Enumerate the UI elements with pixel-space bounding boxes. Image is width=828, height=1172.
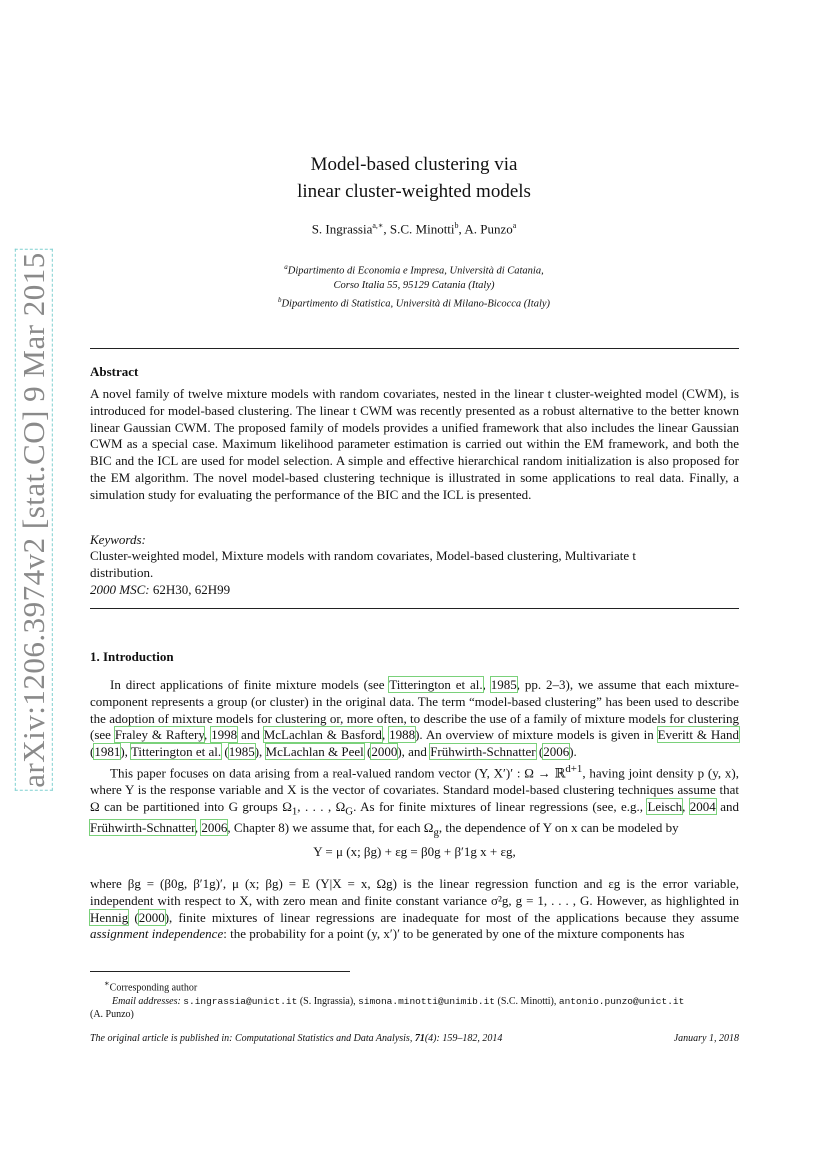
- arxiv-stamp: [14, 252, 54, 788]
- text-run: (: [363, 744, 372, 760]
- publication-note: [90, 1033, 502, 1044]
- text-run: and: [237, 727, 264, 743]
- affil-a-line-1: Dipartimento di Economia e Impresa, Università di Catania,: [287, 265, 544, 277]
- text-run: , Chapter 8) we assume that, for each Ω: [227, 820, 434, 836]
- msc-label: 2000 MSC:: [90, 582, 150, 597]
- text-run: , the dependence of Y on x can be modeled by: [438, 820, 679, 836]
- text-run: : the probability for a point (y, x′)′ to be generated by one of the mixture components has: [223, 926, 685, 942]
- footnote: [90, 977, 739, 1022]
- abstract-heading: Abstract: [90, 364, 139, 379]
- bottom-rule: [90, 608, 739, 609]
- citation-link[interactable]: McLachlan & Peel: [265, 744, 364, 760]
- text-run: ). An overview of mixture models is given in: [415, 727, 658, 743]
- author-3-sup: a: [512, 221, 517, 230]
- affil-a-line-2: Corso Italia 55, 95129 Catania (Italy): [333, 279, 495, 291]
- affil-b-sup: b: [277, 295, 282, 304]
- citation-link[interactable]: 1988: [389, 727, 416, 743]
- citation-link[interactable]: Titterington et al.: [389, 677, 483, 692]
- citation-link[interactable]: Frühwirth-Schnatter: [90, 820, 195, 836]
- text-run: ,: [194, 820, 202, 836]
- email-name-2: (S.C. Minotti),: [497, 995, 557, 1007]
- citation-link[interactable]: Fraley & Raftery: [114, 727, 205, 743]
- text-run: . As for finite mixtures of linear regressions (see, e.g.,: [353, 798, 648, 814]
- text-run: ,: [482, 677, 491, 692]
- top-rule: [90, 348, 739, 349]
- citation-link[interactable]: 2006: [543, 744, 570, 760]
- citation-link[interactable]: 1981: [94, 744, 121, 760]
- citation-link[interactable]: Everitt & Hand: [657, 727, 739, 743]
- text-run: (: [128, 909, 139, 925]
- footnote-star: ∗: [104, 979, 110, 988]
- text-run: ),: [120, 744, 131, 760]
- email-name-1: (S. Ingrassia),: [299, 995, 356, 1007]
- paper-title: [214, 151, 614, 205]
- citation-link[interactable]: Titterington et al.: [130, 744, 222, 760]
- affil-b-line-1: Dipartimento di Statistica, Università di Milano-Bicocca (Italy): [281, 298, 551, 309]
- text-run: ,: [682, 798, 690, 814]
- citation-link[interactable]: 2000: [371, 744, 398, 760]
- text-run: ), and: [397, 744, 431, 760]
- text-run: ,: [381, 727, 390, 743]
- citation-link[interactable]: 1985: [228, 744, 255, 760]
- text-run: ),: [254, 744, 266, 760]
- msc-line: [90, 582, 230, 598]
- volume-number: 71: [414, 1033, 425, 1044]
- text-run: , having joint density p (y, x), where Y is the response variable and X is the vector of covariates. Standard model-based clustering techniques assume that Ω can be partitioned into G groups Ω: [90, 765, 740, 814]
- author-1-sup: a,∗: [372, 221, 384, 230]
- affil-a-sup: a: [284, 263, 288, 271]
- subscript: 1: [291, 805, 298, 818]
- citation-link[interactable]: Frühwirth-Schnatter: [430, 744, 536, 760]
- text-run: where βg = (β0g, β′1g)′, μ (x; βg) = E (Y|X = x, Ωg) is the linear regression function and εg is the error variable, independent with respect to X, with zero mean and finite constant variance σ²g, g = 1, . . . , G. However, as highlighted in: [90, 876, 739, 908]
- text-run: (4): 159–182, 2014: [424, 1033, 503, 1044]
- intro-paragraph-3: [90, 876, 739, 943]
- citation-link[interactable]: Hennig: [90, 909, 129, 925]
- section-heading-introduction: 1. Introduction: [90, 649, 174, 664]
- superscript: d+1: [565, 763, 583, 775]
- text-run: and: [715, 798, 739, 814]
- text-run: (: [90, 744, 95, 760]
- text-run: ), finite mixtures of linear regressions are inadequate for most of the applications because they assume: [164, 909, 739, 925]
- email-link-1[interactable]: s.ingrassia@unict.it: [183, 995, 298, 1007]
- keywords-text: Cluster-weighted model, Mixture models with random covariates, Model-based clustering, Multivariate t distribution.: [90, 548, 636, 580]
- email-label: Email addresses:: [112, 995, 181, 1007]
- footnote-rule: [90, 971, 350, 972]
- author-2: S.C. Minotti: [389, 221, 455, 237]
- email-link-2[interactable]: simona.minotti@unimib.it: [358, 995, 495, 1007]
- author-2-sup: b: [454, 221, 459, 230]
- author-list: S. Ingrassia$^{a,∗}$, S.C. Minotti$^b$, A. Punzo$^a$: [311, 221, 517, 237]
- abstract-text: A novel family of twelve mixture models with random covariates, nested in the linear t cluster-weighted model (CWM), is introduced for model-based clustering. The linear t CWM was recently presented as a robust alternative to the better known linear Gaussian CWM. The proposed family of models provides a unified framework that also includes the linear Gaussian CWM as a special case. Maximum likelihood parameter estimation is carried out within the EM framework, and both the BIC and the ICL are used for model selection. A simple and effective hierarchical random initialization is also proposed for the EM algorithm. The novel model-based clustering technique is illustrated in some applications to real data. Finally, a simulation study for evaluating the performance of the BIC and the ICL is presented.: [90, 386, 739, 502]
- regression-equation: Y = μ (x; βg) + εg = β0g + β′1g x + εg,: [313, 844, 516, 859]
- citation-link[interactable]: 2004: [689, 798, 716, 814]
- text-run: The original article is published in: Computational Statistics and Data Analysis,: [90, 1033, 415, 1044]
- corresponding-author: Corresponding author: [109, 982, 198, 994]
- text-run: ,: [204, 727, 212, 743]
- arxiv-id[interactable]: arXiv:1206.3974v2 [stat.CO] 9 Mar 2015: [16, 252, 52, 788]
- intro-paragraph-1: [90, 677, 739, 761]
- keywords-heading: Keywords:: [90, 532, 146, 547]
- affiliations: [214, 260, 614, 311]
- text-run: , pp. 2–3), we assume that each mixture-component represents a group (or cluster) in the original data. The term “model-based clustering” has been used to describe the adoption of mixture models for clustering or, more often, to describe the use of a family of mixture models for clustering (see: [90, 677, 740, 743]
- author-3: A. Punzo: [464, 221, 513, 237]
- subscript: g: [433, 826, 439, 839]
- emphasis: assignment independence: [90, 926, 224, 942]
- text-run: (: [221, 744, 229, 760]
- subscript: G: [345, 805, 354, 818]
- footer-date: January 1, 2018: [673, 1033, 739, 1044]
- text-run: This paper focuses on data arising from a real-valued random vector (Y, X′)′ : Ω → ℝ: [110, 765, 566, 781]
- text-run: (: [535, 744, 544, 760]
- text-run: , . . . , Ω: [297, 798, 346, 814]
- title-line-1: Model-based clustering via: [310, 154, 518, 175]
- email-link-3[interactable]: antonio.punzo@unict.it: [558, 995, 685, 1007]
- author-1: S. Ingrassia: [311, 221, 373, 237]
- text-run: ).: [569, 744, 577, 760]
- email-name-3: (A. Punzo): [90, 1009, 134, 1021]
- msc-value: 62H30, 62H99: [152, 582, 231, 597]
- text-run: In direct applications of finite mixture models (see: [110, 677, 390, 692]
- citation-link[interactable]: Leisch: [647, 798, 683, 814]
- citation-link[interactable]: 1985: [490, 677, 517, 692]
- citation-link[interactable]: McLachlan & Basford: [263, 727, 382, 743]
- citation-link[interactable]: 2000: [138, 909, 165, 925]
- intro-paragraph-2: [90, 761, 739, 842]
- title-line-2: linear cluster-weighted models: [297, 181, 531, 202]
- citation-link[interactable]: 1998: [211, 727, 238, 743]
- citation-link[interactable]: 2006: [201, 820, 228, 836]
